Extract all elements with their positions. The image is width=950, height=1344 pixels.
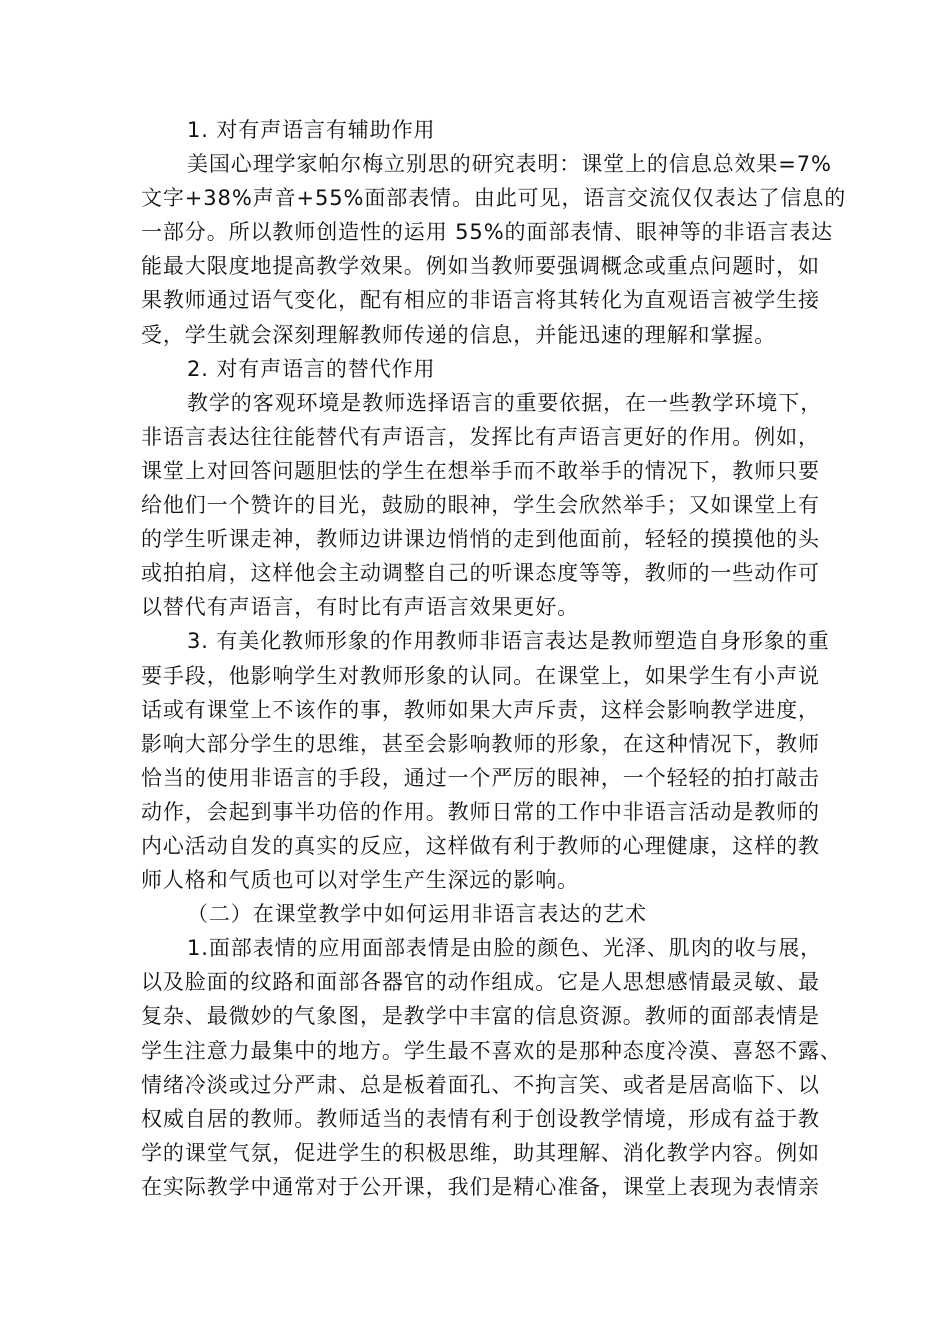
paragraph-line: 情绪冷淡或过分严肃、总是板着面孔、不拘言笑、或者是居高临下、以 bbox=[141, 1072, 820, 1097]
section-heading-3-line: 3. 有美化教师形象的作用教师非语言表达是教师塑造自身形象的重 bbox=[187, 629, 830, 654]
paragraph-line: 师人格和气质也可以对学生产生深远的影响。 bbox=[141, 868, 579, 893]
paragraph-line: 权威自居的教师。教师适当的表情有利于创设教学情境，形成有益于教 bbox=[141, 1106, 820, 1131]
paragraph-line: 学的课堂气氛，促进学生的积极思维，助其理解、消化教学内容。例如 bbox=[141, 1140, 820, 1165]
paragraph-line: 话或有课堂上不该作的事，教师如果大声斥责，这样会影响教学进度， bbox=[141, 697, 820, 722]
paragraph-line: 学生注意力最集中的地方。学生最不喜欢的是那种态度冷漠、喜怒不露、 bbox=[141, 1038, 842, 1063]
paragraph-line: 果教师通过语气变化，配有相应的非语言将其转化为直观语言被学生接 bbox=[141, 288, 820, 313]
paragraph-line: 美国心理学家帕尔梅立别思的研究表明：课堂上的信息总效果=7% bbox=[187, 152, 832, 177]
section-heading-2: 2. 对有声语言的替代作用 bbox=[187, 356, 436, 381]
paragraph-line: 教学的客观环境是教师选择语言的重要依据，在一些教学环境下， bbox=[187, 390, 823, 415]
paragraph-line: 1.面部表情的应用面部表情是由脸的颜色、光泽、肌肉的收与展， bbox=[187, 936, 823, 961]
paragraph-line: 要手段，他影响学生对教师形象的认同。在课堂上，如果学生有小声说 bbox=[141, 663, 820, 688]
paragraph-line: 或拍拍肩，这样他会主动调整自己的听课态度等等，教师的一些动作可 bbox=[141, 561, 820, 586]
section-heading-1: 1. 对有声语言有辅助作用 bbox=[187, 118, 436, 142]
document-body bbox=[141, 113, 861, 1204]
paragraph-line: 非语言表达往往能替代有声语言，发挥比有声语言更好的作用。例如， bbox=[141, 424, 820, 449]
paragraph-line: 能最大限度地提高教学效果。例如当教师要强调概念或重点问题时，如 bbox=[141, 254, 820, 279]
paragraph-line: 恰当的使用非语言的手段，通过一个严厉的眼神，一个轻轻的拍打敲击 bbox=[141, 765, 820, 790]
paragraph-line: 一部分。所以教师创造性的运用 55%的面部表情、眼神等的非语言表达 bbox=[141, 220, 834, 245]
paragraph-line: 受，学生就会深刻理解教师传递的信息，并能迅速的理解和掌握。 bbox=[141, 322, 777, 347]
paragraph-line: 复杂、最微妙的气象图，是教学中丰富的信息资源。教师的面部表情是 bbox=[141, 1004, 820, 1029]
paragraph-line: 以及脸面的纹路和面部各器官的动作组成。它是人思想感情最灵敏、最 bbox=[141, 970, 820, 995]
paragraph-line: 的学生听课走神，教师边讲课边悄悄的走到他面前，轻轻的摸摸他的头 bbox=[141, 527, 820, 552]
paragraph-line: 给他们一个赞许的目光，鼓励的眼神，学生会欣然举手；又如课堂上有 bbox=[141, 493, 820, 518]
paragraph-line: 以替代有声语言，有时比有声语言效果更好。 bbox=[141, 595, 579, 620]
paragraph-line: 内心活动自发的真实的反应，这样做有利于教师的心理健康，这样的教 bbox=[141, 833, 820, 858]
subsection-heading: （二）在课堂教学中如何运用非语言表达的艺术 bbox=[187, 902, 647, 927]
paragraph-line: 在实际教学中通常对于公开课，我们是精心准备，课堂上表现为表情亲 bbox=[141, 1174, 820, 1199]
paragraph-line: 影响大部分学生的思维，甚至会影响教师的形象，在这种情况下，教师 bbox=[141, 731, 820, 756]
paragraph-line: 动作，会起到事半功倍的作用。教师日常的工作中非语言活动是教师的 bbox=[141, 799, 820, 824]
paragraph-line: 文字+38%声音+55%面部表情。由此可见，语言交流仅仅表达了信息的 bbox=[141, 186, 847, 211]
paragraph-line: 课堂上对回答问题胆怯的学生在想举手而不敢举手的情况下，教师只要 bbox=[141, 458, 820, 483]
